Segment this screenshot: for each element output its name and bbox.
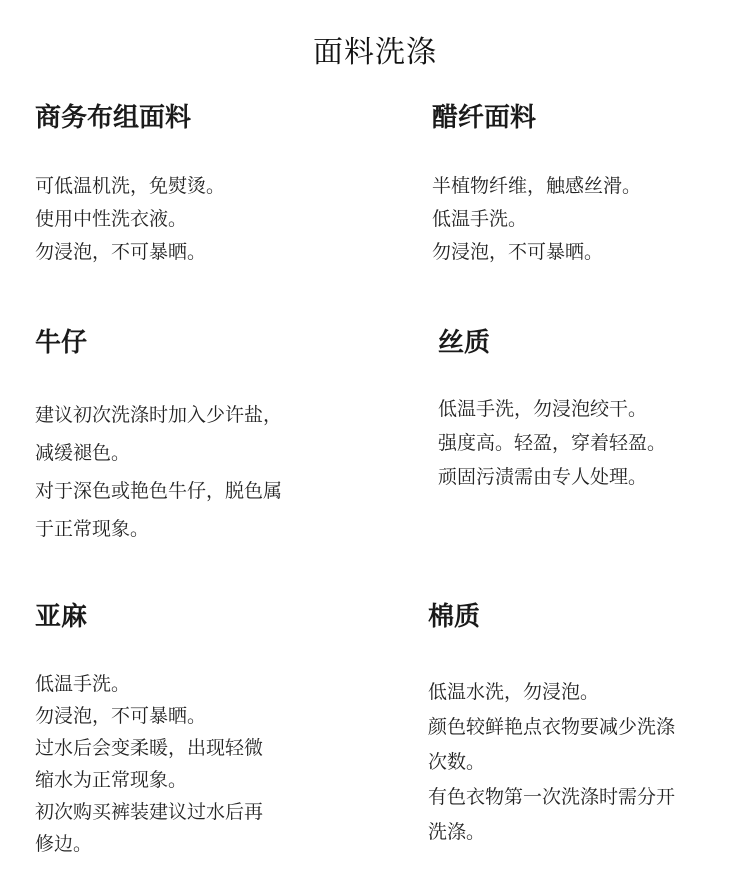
section-title: 丝质	[438, 328, 491, 358]
care-line: 修边。	[35, 833, 93, 855]
care-line: 低温水洗，勿浸泡。	[428, 681, 600, 703]
care-instructions	[438, 392, 666, 494]
care-instructions	[35, 668, 263, 860]
section-title: 牛仔	[35, 328, 88, 358]
care-line: 勿浸泡，不可暴晒。	[35, 705, 207, 727]
section-cotton	[428, 599, 676, 843]
care-line: 初次购买裤装建议过水后再	[35, 801, 264, 823]
section-title: 亚麻	[35, 602, 88, 632]
care-line: 减缓褪色。	[35, 442, 131, 464]
care-line: 低温手洗。	[35, 673, 131, 695]
care-line: 勿浸泡，不可暴晒。	[35, 241, 207, 263]
section-title: 商务布组面料	[35, 103, 192, 133]
care-line: 颜色较鲜艳点衣物要减少洗涤	[428, 716, 676, 738]
page-title: 面料洗涤	[313, 35, 437, 70]
care-line: 使用中性洗衣液。	[35, 208, 188, 230]
care-instructions	[432, 170, 641, 269]
section-business-fabric	[35, 100, 226, 263]
care-line: 低温手洗，勿浸泡绞干。	[438, 398, 648, 420]
care-instructions	[35, 396, 282, 548]
care-instructions	[35, 170, 225, 269]
care-line: 缩水为正常现象。	[35, 769, 188, 791]
section-linen	[35, 599, 264, 855]
care-line: 次数。	[428, 751, 486, 773]
section-acetate-fabric	[432, 100, 642, 263]
care-line: 强度高。轻盈，穿着轻盈。	[438, 432, 667, 454]
care-instructions	[428, 675, 675, 850]
care-line: 有色衣物第一次洗涤时需分开	[428, 786, 676, 808]
care-line: 洗涤。	[428, 821, 486, 843]
care-line: 勿浸泡，不可暴晒。	[432, 241, 604, 263]
care-line: 低温手洗。	[432, 208, 528, 230]
care-line: 于正常现象。	[35, 518, 150, 540]
section-title: 棉质	[428, 602, 481, 632]
section-denim	[35, 325, 283, 540]
care-line: 顽固污渍需由专人处理。	[438, 466, 648, 488]
section-title: 醋纤面料	[432, 103, 537, 133]
care-line: 对于深色或艳色牛仔，脱色属	[35, 480, 283, 502]
care-line: 过水后会变柔暖，出现轻微	[35, 737, 264, 759]
care-line: 建议初次洗涤时加入少许盐，	[35, 404, 283, 426]
care-line: 可低温机洗，免熨烫。	[35, 175, 226, 197]
care-line: 半植物纤维，触感丝滑。	[432, 175, 642, 197]
section-silk	[438, 325, 667, 488]
